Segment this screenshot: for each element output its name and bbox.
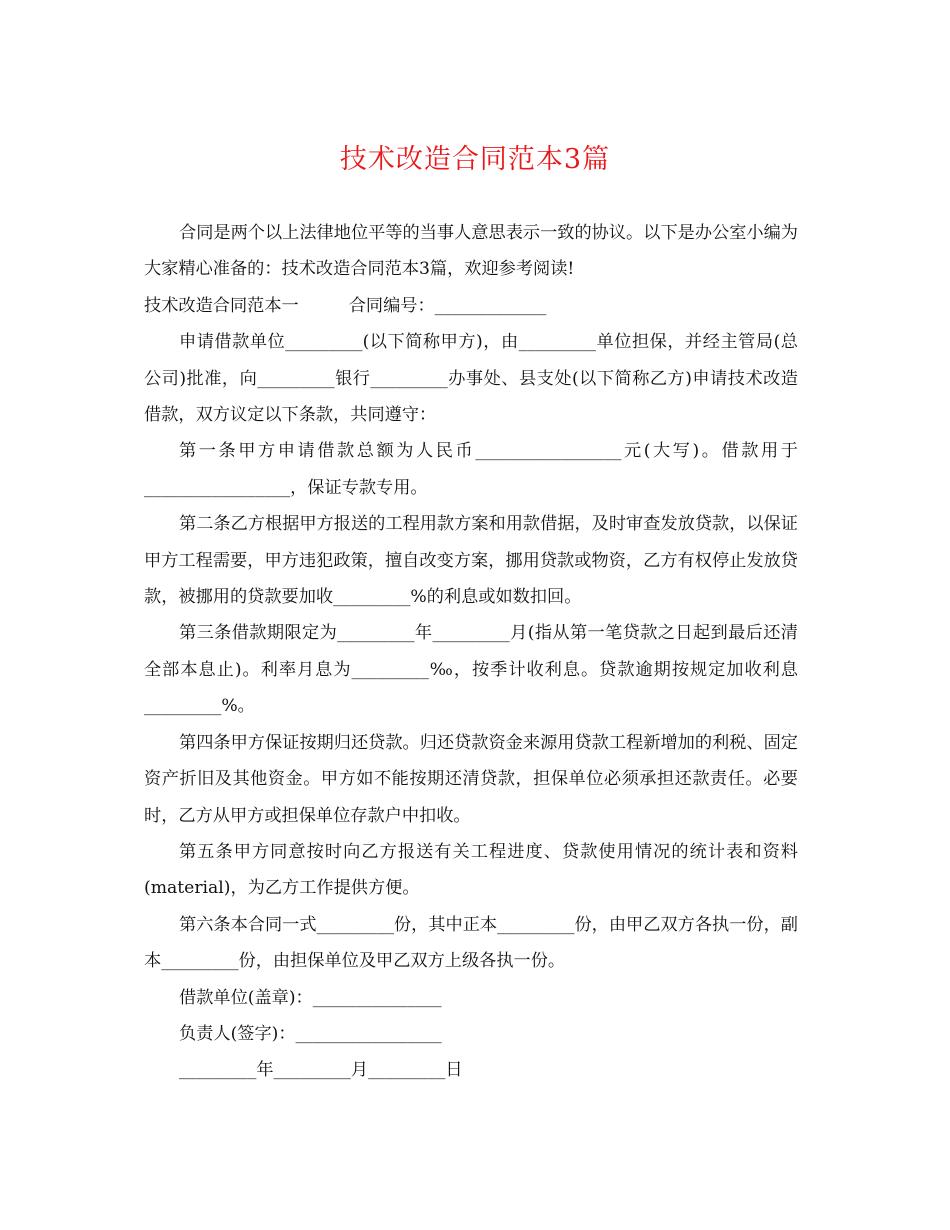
article-5: 第五条甲方同意按时向乙方报送有关工程进度、贷款使用情况的统计表和资料(material)，为乙方工作提供方便。	[144, 841, 798, 899]
intro-paragraph: 合同是两个以上法律地位平等的当事人意思表示一致的协议。以下是办公室小编为大家精心准备的：技术改造合同范本3篇，欢迎参考阅读!	[144, 223, 798, 280]
document-body	[144, 215, 798, 1089]
signatory-line: 负责人(签字)：_________________	[179, 1023, 442, 1044]
document-title: 技术改造合同范本3篇	[339, 144, 611, 175]
contract-heading	[144, 288, 798, 324]
borrower-seal-line: 借款单位(盖章)：_______________	[179, 987, 442, 1008]
article-6: 第六条本合同一式_________份，其中正本_________份，由甲乙双方各执一份，副本_________份，由担保单位及甲乙双方上级各执一份。	[144, 914, 798, 972]
article-2: 第二条乙方根据甲方报送的工程用款方案和用款借据，及时审查发放贷款，以保证甲方工程需要，甲方违犯政策，擅自改变方案，挪用贷款或物资，乙方有权停止发放贷款，被挪用的贷款要加收_________%的利息或如数扣回。	[144, 514, 798, 608]
contract-number: 合同编号：_____________	[348, 295, 547, 316]
contract-name: 技术改造合同范本一	[144, 295, 299, 316]
article-3: 第三条借款期限定为_________年_________月(指从第一笔贷款之日起到最后还清全部本息止)。利率月息为_________‰，按季计收利息。贷款逾期按规定加收利息_________%。	[144, 623, 798, 717]
article-4: 第四条甲方保证按期归还贷款。归还贷款资金来源用贷款工程新增加的利税、固定资产折旧及其他资金。甲方如不能按期还清贷款，担保单位必须承担还款责任。必要时，乙方从甲方或担保单位存款户中扣收。	[144, 732, 798, 826]
preamble-paragraph: 申请借款单位_________(以下简称甲方)，由_________单位担保，并经主管局(总公司)批准，向_________银行_________办事处、县支处(以下简称乙方)申请技术改造借款，双方议定以下条款，共同遵守：	[144, 332, 798, 426]
article-1: 第一条甲方申请借款总额为人民币_________________元(大写)。借款用于_________________，保证专款专用。	[144, 441, 798, 498]
date-line: _________年_________月_________日	[179, 1060, 463, 1081]
